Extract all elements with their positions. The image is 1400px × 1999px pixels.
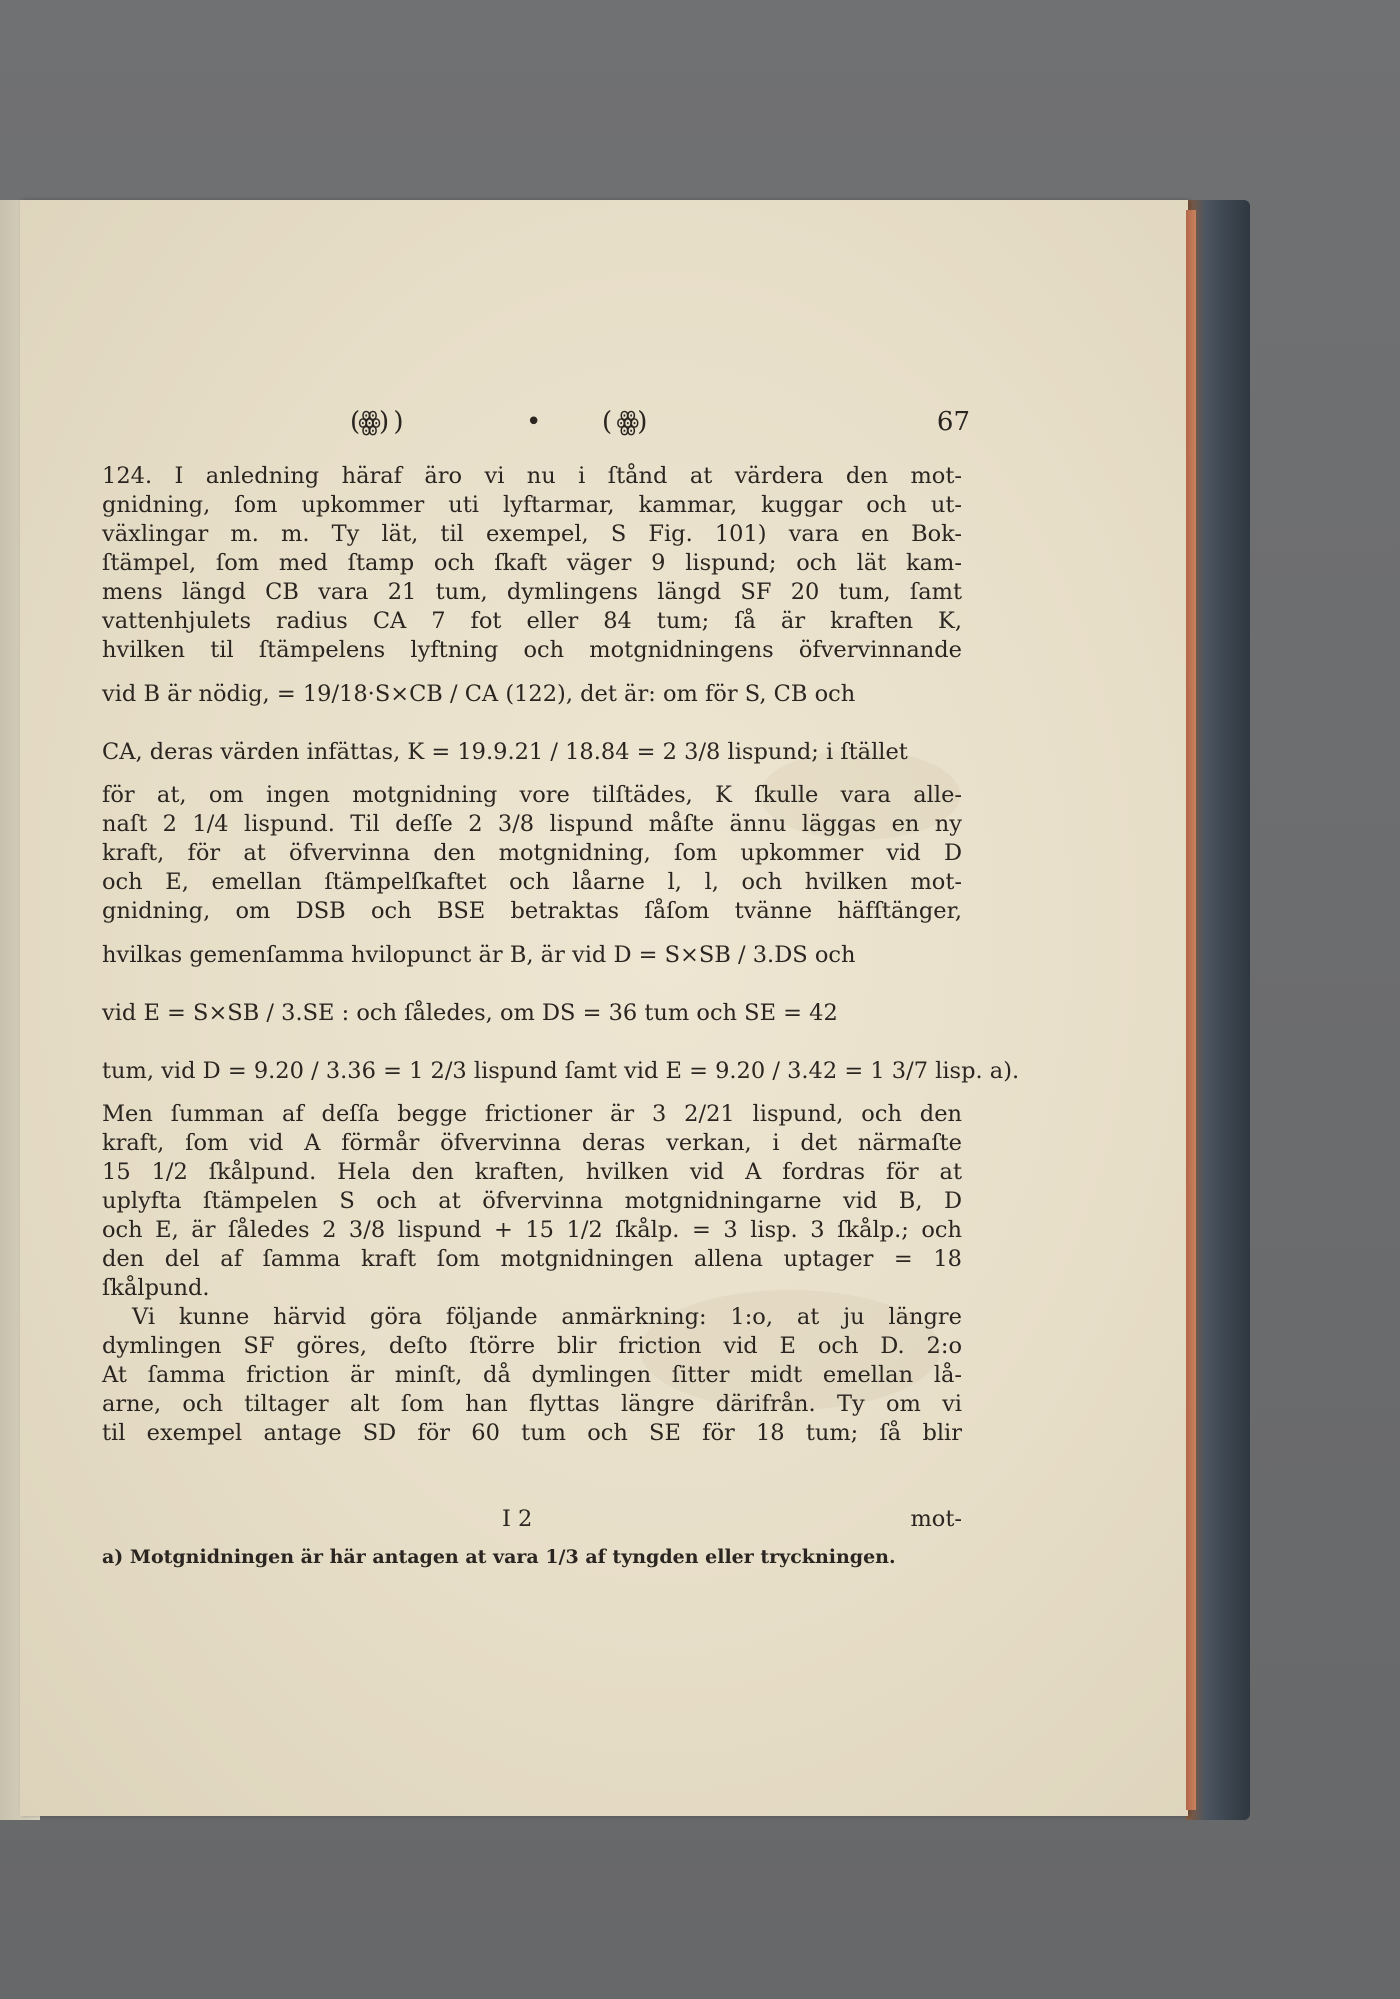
ornament-right: ( ꙮ) xyxy=(602,407,646,437)
catchword: mot- xyxy=(910,1506,962,1532)
text-line: Vi kunne härvid göra följande anmärkning: 1:o, at ju längre xyxy=(132,1304,962,1330)
text-line: gnidning, ſom upkommer uti lyftarmar, kammar, kuggar och ut- xyxy=(102,492,962,518)
running-header xyxy=(350,405,970,441)
text-line: för at, om ingen motgnidning vore tilſtädes, K ſkulle vara alle- xyxy=(102,782,962,808)
text-line: til exempel antage SD för 60 tum och SE för 18 tum; ſå blir xyxy=(102,1420,962,1446)
text-line: den del af ſamma kraft ſom motgnidningen allena uptager = 18 xyxy=(102,1246,962,1272)
book-page xyxy=(20,200,1188,1816)
ornament-left: (ꙮ) ) xyxy=(350,407,402,437)
text-line: naſt 2 1/4 lispund. Til deſſe 2 3/8 lispund måſte ännu läggas en ny xyxy=(102,811,962,837)
page-edge-red xyxy=(1186,210,1196,1810)
text-line: ſkålpund. xyxy=(102,1275,210,1301)
text-line: och E, emellan ſtämpelſkaftet och låarne l, l, och hvilken mot- xyxy=(102,869,962,895)
formula-line: vid B är nödig, = 19/18·S×CB / CA (122), det är: om för S, CB och xyxy=(102,681,856,707)
text-line: At ſamma friction är minſt, då dymlingen ſitter midt emellan lå- xyxy=(102,1362,962,1388)
text-line: ſtämpel, ſom med ſtamp och ſkaft väger 9 lispund; och lät kam- xyxy=(102,550,962,576)
signature-mark: I 2 xyxy=(502,1506,533,1532)
formula-line: vid E = S×SB / 3.SE : och ſåledes, om DS = 36 tum och SE = 42 xyxy=(102,1000,838,1026)
text-line: växlingar m. m. Ty lät, til exempel, S Fig. 101) vara en Bok- xyxy=(102,521,962,547)
text-line: 124. I anledning häraf äro vi nu i ſtånd at värdera den mot- xyxy=(102,463,962,489)
text-line: och E, är ſåledes 2 3/8 lispund + 15 1/2 ſkålp. = 3 lisp. 3 ſkålp.; och xyxy=(102,1217,962,1243)
text-line: hvilken til ſtämpelens lyftning och motgnidningens öfvervinnande xyxy=(102,637,962,663)
text-line: Men ſumman af deſſa begge frictioner är 3 2/21 lispund, och den xyxy=(102,1101,962,1127)
formula-line: CA, deras värden infättas, K = 19.9.21 / 18.84 = 2 3/8 lispund; i ſtället xyxy=(102,739,908,765)
text-line: dymlingen SF göres, deſto ſtörre blir friction vid E och D. 2:o xyxy=(102,1333,962,1359)
page-number: 67 xyxy=(936,407,970,437)
formula-line: hvilkas gemenſamma hvilopunct är B, är vid D = S×SB / 3.DS och xyxy=(102,942,856,968)
formula-line: tum, vid D = 9.20 / 3.36 = 1 2/3 lispund ſamt vid E = 9.20 / 3.42 = 1 3/7 lisp. a). xyxy=(102,1058,1020,1084)
text-line: uplyfta ſtämpelen S och at öfvervinna motgnidningarne vid B, D xyxy=(102,1188,962,1214)
body-text xyxy=(102,462,1020,1448)
text-line: 15 1/2 ſkålpund. Hela den kraften, hvilken vid A fordras för at xyxy=(102,1159,962,1185)
text-line: gnidning, om DSB och BSE betraktas ſåſom tvänne häfſtänger, xyxy=(102,898,962,924)
text-line: kraft, ſom vid A förmår öfvervinna deras verkan, i det närmaſte xyxy=(102,1130,962,1156)
header-bullet: • xyxy=(526,407,540,437)
text-line: arne, och tiltager alt ſom han flyttas längre därifrån. Ty om vi xyxy=(102,1391,962,1417)
text-line: vattenhjulets radius CA 7 fot eller 84 tum; ſå är kraften K, xyxy=(102,608,962,634)
footnote: a) Motgnidningen är här antagen at vara 1/3 af tyngden eller tryckningen. xyxy=(102,1546,896,1568)
text-line: mens längd CB vara 21 tum, dymlingens längd SF 20 tum, ſamt xyxy=(102,579,962,605)
text-line: kraft, för at öfvervinna den motgnidning, ſom upkommer vid D xyxy=(102,840,962,866)
